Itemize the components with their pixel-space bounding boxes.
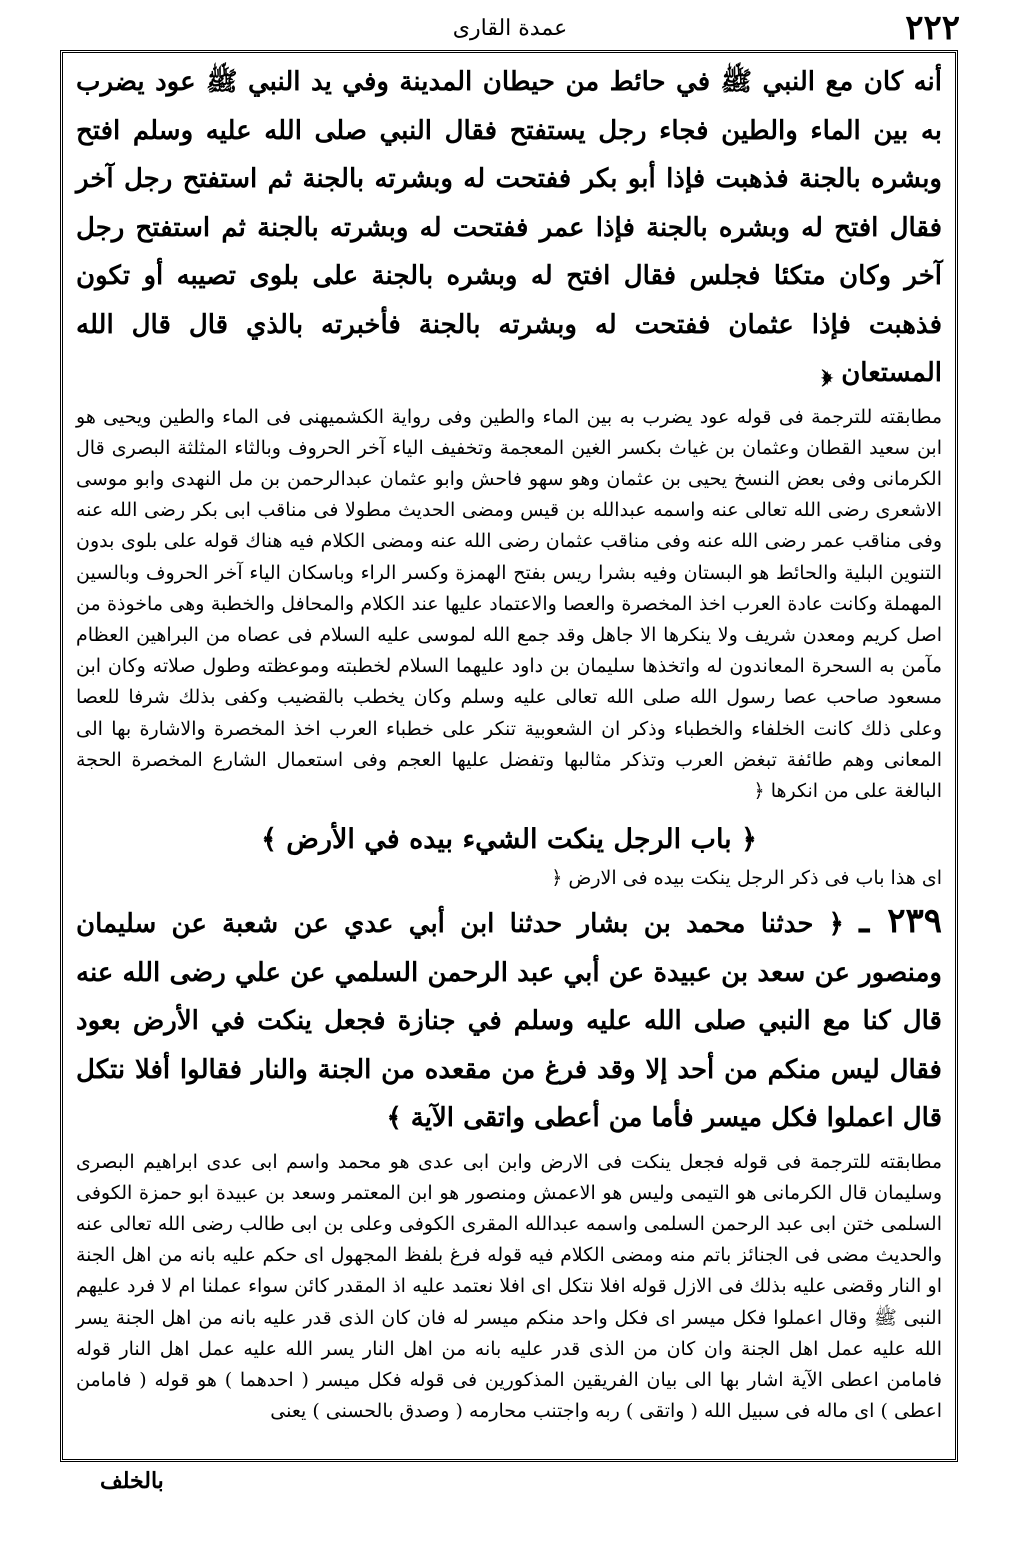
page-header — [60, 8, 960, 48]
hadith-2-body: ﴿ حدثنا محمد بن بشار حدثنا ابن أبي عدي عن شعبة عن سليمان ومنصور عن سعد بن عبيدة عن أبي عبد الرحمن السلمي عن علي رضى الله عنه قال كنا مع النبي صلى الله عليه وسلم في جنازة فجعل ينكت في الأرض بعود فقال ليس منكم من أحد إلا وقد فرغ من مقعده من الجنة والنار فقالوا أفلا نتكل قال اعملوا فكل ميسر فأما من أعطى واتقى الآية ﴾ — [76, 909, 942, 1134]
commentary-2: مطابقته للترجمة فى قوله فجعل ينكت فى الارض وابن ابى عدى هو محمد واسم ابى عدى ابراهيم البصرى وسليمان قال الكرمانى هو التيمى وليس هو الاعمش ومنصور هو ابن المعتمر وسعد بن عبيدة ابو حمزة الكوفى السلمى ختن ابى عبد الرحمن السلمى واسمه عبدالله المقرى الكوفى وعلى بن ابى طالب رضى الله تعالى عنه والحديث مضى فى الجنائز باتم منه ومضى الكلام فيه قوله فرغ بلفظ المجهول اى حكم عليه بانه من اهل الجنة او النار وقضى عليه بذلك فى الازل قوله افلا نتكل اى افلا نعتمد عليه اذ المقدر كائن سواء عملنا ام لا فرد عليهم النبى ﷺ وقال اعملوا فكل ميسر اى فكل واحد منكم ميسر له فان كان الذى قدر عليه بانه من اهل الجنة يسر الله عليه عمل اهل الجنة وان كان من الذى قدر عليه بانه من اهل النار يسر الله عليه عمل اهل النار قوله فامامن اعطى الآية اشار بها الى بيان الفريقين المذكورين فى قوله فكل ميسر ( احدهما ) هو قوله ( فامامن اعطى ) اى ماله فى سبيل الله ( واتقى ) ربه واجتنب محارمه ( وصدق بالحسنى ) يعنى — [76, 1150, 942, 1423]
hadith-text-1: أنه كان مع النبي ﷺ في حائط من حيطان المدينة وفي يد النبي ﷺ عود يضرب به بين الماء والطين فجاء رجل يستفتح فقال النبي صلى الله عليه وسلم افتح وبشره بالجنة فذهبت فإذا أبو بكر ففتحت له وبشرته بالجنة ثم استفتح رجل آخر فقال افتح له وبشره بالجنة فإذا عمر ففتحت له وبشرته بالجنة ثم استفتح رجل آخر وكان متكئا فجلس فقال افتح له وبشره بالجنة على بلوى تصيبه أو تكون فذهبت فإذا عثمان ففتحت له وبشرته بالجنة فأخبرته بالذي قال قال الله المستعان ﴿ — [76, 67, 942, 388]
text-block — [76, 58, 942, 1427]
hadith-text-2 — [76, 897, 942, 1143]
page-number: ٢٢٢ — [905, 8, 960, 48]
hadith-number: ٢٣٩ ـ — [859, 901, 942, 942]
catchword: بالخلف — [100, 1468, 164, 1494]
commentary-1: مطابقته للترجمة فى قوله عود يضرب به بين الماء والطين وفى رواية الكشميهنى فى الماء والطين ويحيى هو ابن سعيد القطان وعثمان بن غياث بكسر الغين المعجمة وتخفيف الياء آخر الحروف وبالثاء المثلثة البصرى قال الكرمانى وفى بعض النسخ يحيى بن عثمان وهو سهو فاحش وابو عثمان عبدالرحمن بن مل النهدى وابو موسى الاشعرى رضى الله تعالى عنه واسمه عبدالله بن قيس ومضى الحديث مطولا فى مناقب ابى بكر رضى الله عنه وفى مناقب عمر رضى الله عنه وفى مناقب عثمان رضى الله عنه ومضى الكلام فيه هناك قوله على بلوى بدون التنوين البلية والحائط هو البستان وفيه بشرا ريس بفتح الهمزة وكسر الراء وباسكان الياء آخر الحروف وبالسين المهملة وكانت عادة العرب اخذ المخصرة والعصا والاعتماد عليها عند الكلام والمحافل والخطبة وهى ماخوذة من اصل كريم ومعدن شريف ولا ينكرها الا جاهل وقد جمع الله لموسى عليه السلام فى عصاه من البراهين العظام مآمن به السحرة المعاندون له واتخذها سليمان بن داود عليهما السلام لخطبته وموعظته وطول صلاته وكان ابن مسعود صاحب عصا رسول الله صلى الله تعالى عليه وسلم وكان يخطب بالقضيب وكفى بذلك شرفا للعصا وعلى ذلك كانت الخلفاء والخطباء وذكر ان الشعوبية تنكر على خطباء العرب اخذ المخصرة والاشارة بها الى المعانى وهم طائفة تبغض العرب وتذكر مثالبها وتفضل عليها العجم وفى استعمال الشارع المخصرة الحجة البالغة على من انكرها ﴿ — [76, 405, 942, 802]
chapter-title: ﴿ باب الرجل ينكت الشيء بيده في الأرض ﴾ — [261, 824, 757, 856]
running-title: عمدة القارى — [452, 16, 568, 41]
chapter-note: اى هذا باب فى ذكر الرجل ينكت بيده فى الارض ﴿ — [551, 867, 942, 890]
